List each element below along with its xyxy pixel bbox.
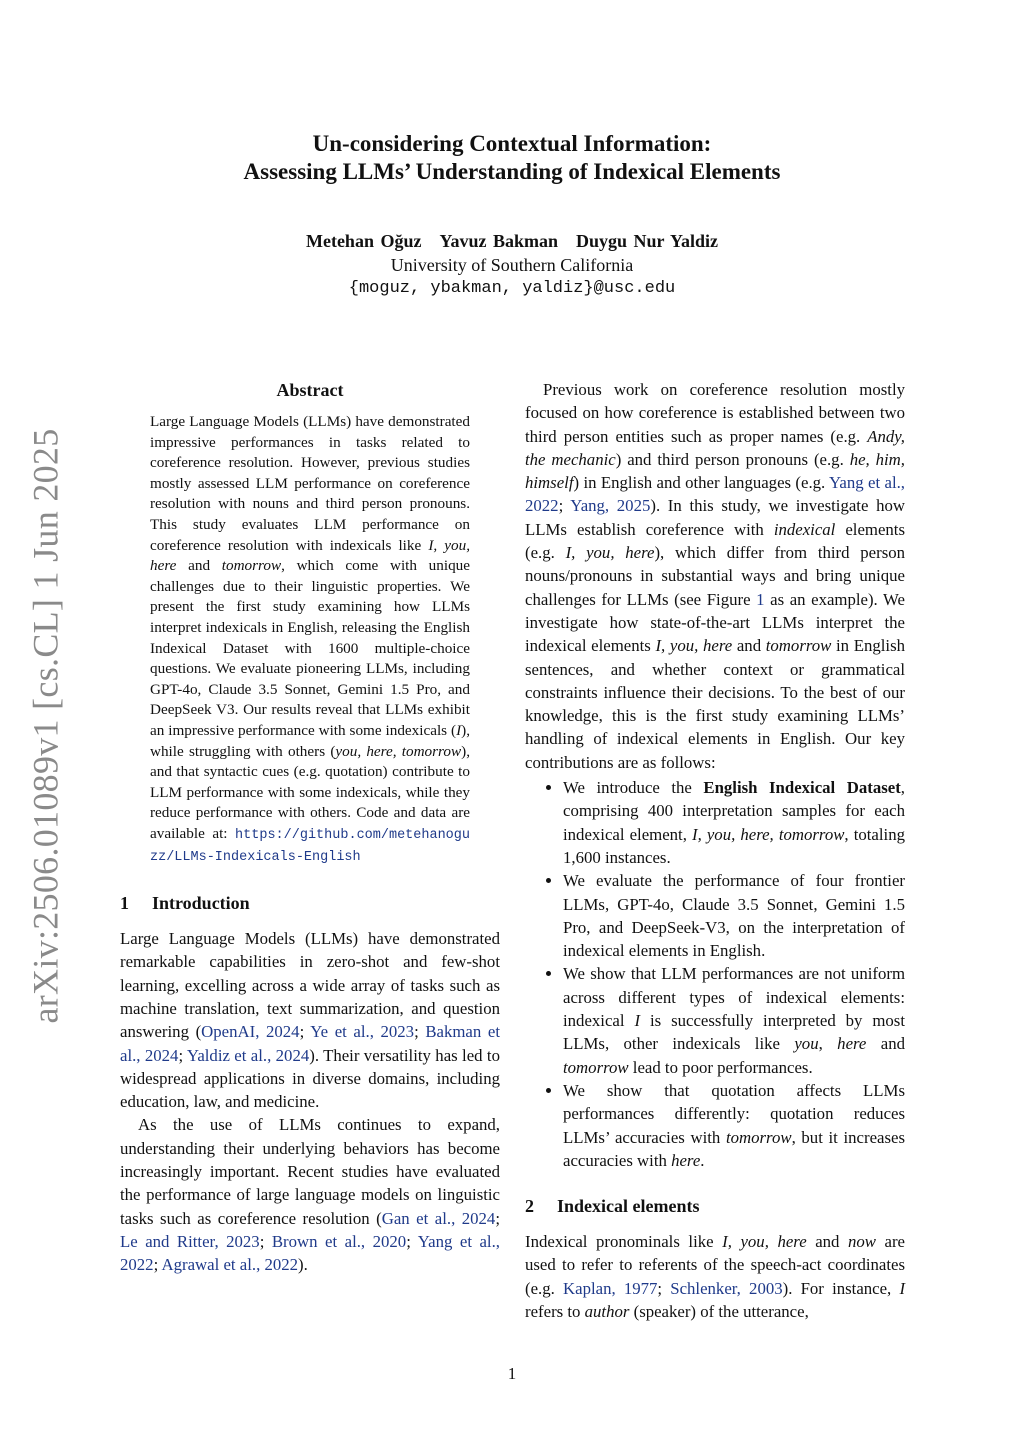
section-2-paragraph: Indexical pronominals like I, you, here and now are used to refer to referents of the speech-act coordinates (e.g. Kaplan, 1977; Schlenker, 2003). For instance, I refers to author (speaker) of the utterance,	[525, 1232, 906, 1321]
title-line-1: Un-considering Contextual Information:	[312, 131, 712, 156]
author-names	[0, 229, 1024, 253]
left-column	[120, 378, 500, 1277]
arxiv-id-text: arXiv:2506.01089v1 [cs.CL] 1 Jun 2025	[26, 428, 67, 1024]
citation-link[interactable]: Yaldiz et al., 2024	[186, 1045, 310, 1065]
intro-paragraph-3: Previous work on coreference resolution mostly focused on how coreference is established between two third person entities such as proper names (e.g. Andy, the mechanic) and third person pronouns (e.g. he, him, himself) in English and other languages (e.g. Yang et al., 2022; Yang, 2025). In this study, we investigate how LLMs establish coreference with indexical elements (e.g. I, you, here), which differ from third person nouns/pronouns in substantial ways and bring unique challenges for LLMs (see Figure 1 as an example). We investigate how state-of-the-art LLMs interpret the indexical elements I, you, here and tomorrow in English sentences, and whether context or grammatical constraints influence their decisions. To the best of our knowledge, this is the first study examining LLMs’ handling of indexical elements in English. Our key contributions are as follows:	[525, 380, 906, 772]
citation-link[interactable]: Le and Ritter, 2023	[120, 1231, 260, 1251]
intro-paragraph-1: Large Language Models (LLMs) have demonstrated remarkable capabilities in zero-shot and few-shot learning, excelling across a wide array of tasks such as machine translation, text summarization, and question answering (OpenAI, 2024; Ye et al., 2023; Bakman et al., 2024; Yaldiz et al., 2024). Their versatility has led to widespread applications in diverse domains, including education, law, and medicine.	[120, 929, 500, 1112]
citation-link[interactable]: Kaplan, 1977	[563, 1278, 658, 1298]
author-emails: {moguz, ybakman, yaldiz}@usc.edu	[348, 279, 676, 298]
citation-link[interactable]: Yang et al., 2022	[120, 1231, 500, 1275]
right-column	[525, 378, 905, 1323]
list-item: • We introduce the English Indexical Dataset, comprising 400 interpretation samples for each indexical element, I, you, here, tomorrow, totaling 1,600 instances.	[563, 776, 905, 869]
author-block	[0, 229, 1024, 301]
citation-link[interactable]: Ye et al., 2023	[310, 1022, 415, 1042]
citation-link[interactable]: Bakman et al., 2024	[120, 1022, 500, 1065]
arxiv-sidebar-identifier	[26, 428, 67, 1024]
author-name: Yavuz Bakman	[439, 231, 558, 251]
section-2-heading: 2 Indexical elements	[525, 1196, 700, 1217]
citation-link[interactable]: OpenAI, 2024	[201, 1022, 300, 1042]
author-name: Duygu Nur Yaldiz	[575, 231, 719, 251]
abstract-body: Large Language Models (LLMs) have demonstrated impressive performances in tasks related to coreference resolution. However, previous studies mostly assessed LLM performance on coreference resolution with nouns and third person pronouns. This study evaluates LLM performance on coreference resolution with indexicals like I, you, here and tomorrow, which come with unique challenges due to their linguistic properties. We present the first study examining how LLMs interpret indexicals in English, releasing the English Indexical Dataset with 1600 multiple-choice questions. We evaluate pioneering LLMs, including GPT-4o, Claude 3.5 Sonnet, Gemini 1.5 Pro, and DeepSeek V3. Our results reveal that LLMs exhibit an impressive performance with some indexicals (I), while struggling with others (you, here, tomorrow), and that syntactic cues (e.g. quotation) contribute to LLM performance with some indexicals, while they reduce performance with others. Code and data are available at: https://github.com/metehanoguzz/LLMs-Indexicals-English	[150, 413, 470, 866]
list-item: • We evaluate the performance of four frontier LLMs, GPT-4o, Claude 3.5 Sonnet, Gemini 1.5 Pro, and DeepSeek-V3, on the interpretation of indexical elements in English.	[563, 869, 905, 962]
figure-reference-link[interactable]: 1	[756, 589, 765, 609]
abstract-heading: Abstract	[276, 380, 344, 400]
title-line-2: Assessing LLMs’ Understanding of Indexical Elements	[243, 159, 781, 184]
code-repository-link[interactable]: https://github.com/metehanoguzz/LLMs-Indexicals-English	[150, 827, 470, 866]
intro-paragraph-2: As the use of LLMs continues to expand, understanding their underlying behaviors has become increasingly important. Recent studies have evaluated the performance of large language models on linguistic tasks such as coreference resolution (Gan et al., 2024; Le and Ritter, 2023; Brown et al., 2020; Yang et al., 2022; Agrawal et al., 2022).	[120, 1115, 500, 1275]
list-item: • We show that LLM performances are not uniform across different types of indexical elements: indexical I is successfully interpreted by most LLMs, other indexicals like you, here and tomorrow lead to poor performances.	[563, 962, 905, 1078]
citation-link[interactable]: Schlenker, 2003	[670, 1278, 783, 1298]
citation-link[interactable]: Gan et al., 2024	[381, 1208, 496, 1228]
paper-title	[0, 130, 1024, 186]
citation-link[interactable]: Yang, 2025	[570, 496, 651, 516]
affiliation: University of Southern California	[390, 255, 634, 275]
author-name: Metehan Oğuz	[305, 231, 422, 251]
list-item: • We show that quotation affects LLMs performances differently: quotation reduces LLMs’ accuracies with tomorrow, but it increases accuracies with here.	[563, 1079, 905, 1172]
section-1-heading: 1 Introduction	[120, 893, 250, 914]
citation-link[interactable]: Brown et al., 2020	[271, 1231, 407, 1251]
citation-link[interactable]: Yang et al., 2022	[525, 473, 905, 516]
contributions-list	[525, 776, 905, 1172]
citation-link[interactable]: Agrawal et al., 2022	[161, 1255, 299, 1275]
page-number: 1	[507, 1364, 517, 1383]
